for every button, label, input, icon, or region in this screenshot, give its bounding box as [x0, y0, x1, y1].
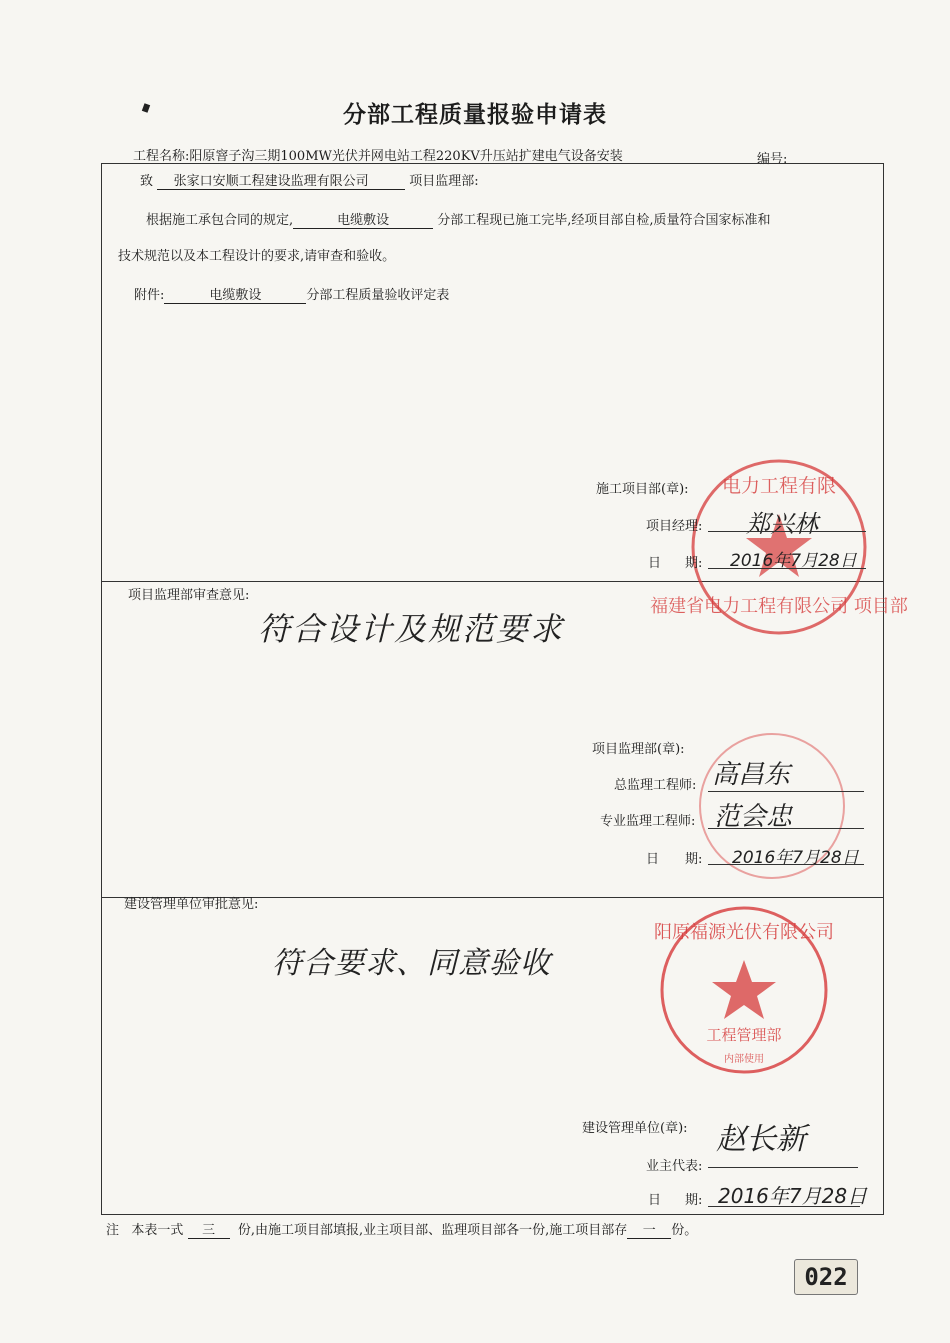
svg-text:阳原福源光伏有限公司: 阳原福源光伏有限公司: [654, 922, 834, 943]
sign-date-label: 日: [648, 556, 662, 571]
review-date-label: 日: [646, 852, 660, 867]
owner-signature-line: [708, 1167, 858, 1168]
svg-text:工程管理部: 工程管理部: [706, 1026, 782, 1044]
owner-stamp: [654, 900, 834, 1080]
project-label: 工程名称:: [133, 149, 190, 164]
approval-date-label-2: 期:: [685, 1193, 703, 1208]
attach-label: 附件:: [134, 288, 165, 303]
owner-opinion: 符合要求、同意验收: [272, 946, 551, 981]
manager-signature-line: [708, 531, 866, 532]
owner-approval-label: 建设管理单位审批意见:: [124, 897, 259, 912]
chief-engineer-label: 总监理工程师:: [614, 778, 697, 793]
project-name: 阳原窨子沟三期100MW光伏并网电站工程220KV升压站扩建电气设备安装: [189, 149, 623, 164]
note-mid: 份,由施工项目部填报,业主项目部、监理项目部各一份,施工项目部存: [237, 1223, 628, 1238]
body-pre: 根据施工承包合同的规定,: [146, 213, 294, 228]
form-title: 分部工程质量报验申请表: [343, 101, 607, 128]
review-date-line: [708, 864, 864, 865]
note-label: 注: [106, 1223, 120, 1238]
copies-count: 三: [188, 1223, 230, 1239]
svg-text:福建省电力工程有限公司 项目部: 福建省电力工程有限公司 项目部: [650, 596, 908, 617]
project-name-line: [133, 145, 623, 164]
specialist-engineer-signature: 范会忠: [714, 802, 793, 832]
attach-suffix: 分部工程质量验收评定表: [306, 288, 450, 303]
specialist-signature-line: [708, 828, 864, 829]
number-label: 编号:: [757, 152, 788, 167]
note-pre: 本表一式: [131, 1223, 184, 1238]
page-number: 022: [794, 1259, 858, 1295]
subproject-name: 电缆敷设: [293, 213, 433, 229]
supervisor-review-label: 项目监理部审查意见:: [128, 588, 250, 603]
chief-signature-line: [708, 791, 864, 792]
to-label: 致: [140, 174, 154, 189]
svg-text:内部使用: 内部使用: [724, 1054, 764, 1065]
project-manager-signature: 郑兴林: [746, 510, 818, 538]
project-manager-label: 项目经理:: [646, 519, 703, 534]
supervisor-opinion: 符合设计及规范要求: [258, 610, 565, 648]
svg-text:电力工程有限: 电力工程有限: [721, 475, 837, 497]
chief-engineer-signature: 高昌东: [712, 760, 791, 790]
note-end: 份。: [671, 1223, 698, 1238]
attachment-line: [134, 284, 449, 304]
addressee-line: [140, 170, 479, 190]
specialist-engineer-label: 专业监理工程师:: [600, 814, 696, 829]
approval-date: 2016年7月28日: [718, 1184, 868, 1208]
dept-label: 项目监理部:: [409, 174, 479, 189]
supervisor-company: 张家口安顺工程建设监理有限公司: [157, 174, 385, 190]
sign-date-label-2: 期:: [685, 556, 703, 571]
supervisor-dept-label: 项目监理部(章):: [592, 742, 685, 757]
body-line-2: 技术规范以及本工程设计的要求,请审查和验收。: [118, 249, 396, 264]
approval-date-label: 日: [648, 1193, 662, 1208]
owner-unit-label: 建设管理单位(章):: [582, 1121, 688, 1136]
review-date: 2016年7月28日: [732, 848, 859, 868]
approval-date-line: [708, 1206, 860, 1207]
owner-representative-label: 业主代表:: [646, 1159, 703, 1174]
construction-dept-label: 施工项目部(章):: [596, 482, 689, 497]
copies-kept: 一: [627, 1223, 671, 1239]
body-post: 分部工程现已施工完毕,经项目部自检,质量符合国家标准和: [437, 213, 771, 228]
body-line-1: [146, 209, 771, 229]
owner-representative-signature: 赵长新: [716, 1122, 806, 1157]
date-line-1: [708, 568, 866, 569]
sign-date: 2016年7月28日: [730, 551, 857, 571]
footer-note: [106, 1219, 697, 1239]
attachment-name: 电缆敷设: [164, 288, 306, 304]
review-date-label-2: 期:: [685, 852, 703, 867]
